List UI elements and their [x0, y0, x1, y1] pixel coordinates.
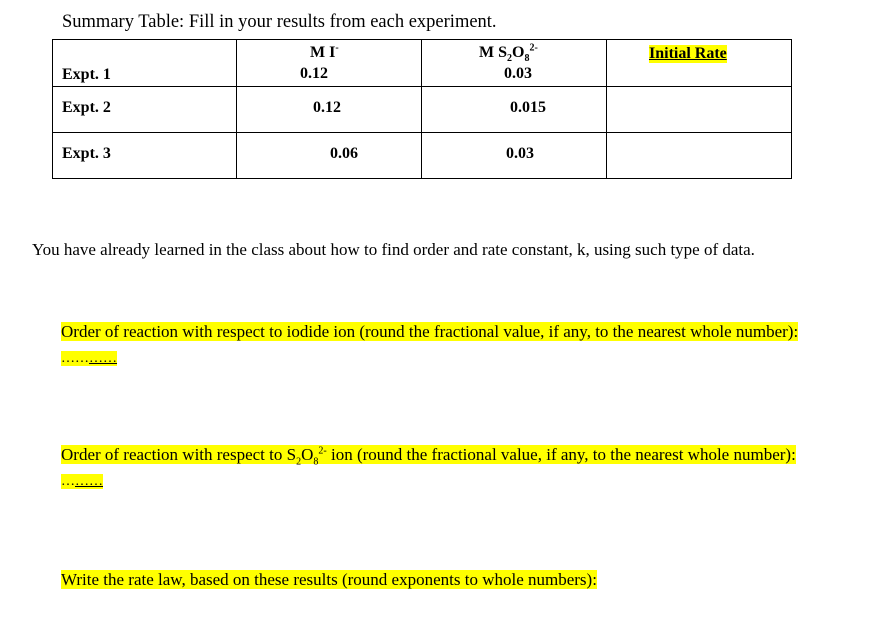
answer-blank-plain: …: [61, 474, 75, 489]
table-row: [53, 133, 792, 179]
row-label: Expt. 3: [62, 145, 111, 162]
question-iodide-text: Order of reaction with respect to iodide ion (round the fractional value, if any, to the nearest whole number):: [61, 322, 799, 341]
question-rate-law: [61, 568, 821, 591]
persulfate-cell: [422, 133, 607, 179]
row-label-cell: [53, 133, 237, 179]
iodide-value: 0.12: [300, 65, 328, 82]
persulfate-cell: [422, 40, 607, 87]
row-label: Expt. 1: [62, 66, 111, 83]
row-label-cell: [53, 87, 237, 133]
iodide-cell: [237, 40, 422, 87]
persulfate-value: 0.03: [504, 65, 532, 82]
rate-cell: [607, 40, 792, 87]
iodide-value: 0.06: [330, 145, 358, 162]
iodide-value: 0.12: [313, 99, 341, 116]
row-label: Expt. 2: [62, 99, 111, 116]
summary-table: [52, 39, 792, 179]
question-iodide-order: [61, 320, 821, 370]
table-caption: Summary Table: Fill in your results from each experiment.: [62, 12, 497, 32]
iodide-cell: [237, 87, 422, 133]
table-row: [53, 87, 792, 133]
question-persulfate-order: [61, 443, 821, 493]
rate-cell: [607, 87, 792, 133]
answer-blank-plain: ……: [61, 351, 89, 366]
answer-blank-underlined: ……: [75, 474, 103, 489]
instruction-paragraph: You have already learned in the class about how to find order and rate constant, k, using such type of data.: [32, 240, 755, 259]
rate-cell: [607, 133, 792, 179]
persulfate-column-header: M $S_2O_8^{2-}$: [479, 42, 538, 65]
table-row: [53, 40, 792, 87]
iodide-column-header: M I-: [310, 42, 339, 61]
row-label-cell: [53, 40, 237, 87]
answer-blank-underlined: ……: [89, 351, 117, 366]
iodide-cell: [237, 133, 422, 179]
persulfate-value: 0.015: [510, 99, 546, 116]
persulfate-cell: [422, 87, 607, 133]
question-persulfate-text: Order of reaction with respect to $S_2O_8^{2-}$ ion (round the fractional value, if any, to the nearest whole number):: [61, 445, 796, 468]
persulfate-value: 0.03: [506, 145, 534, 162]
question-rate-law-text: Write the rate law, based on these results (round exponents to whole numbers):: [61, 570, 597, 589]
initial-rate-column-header: Initial Rate: [649, 45, 727, 62]
